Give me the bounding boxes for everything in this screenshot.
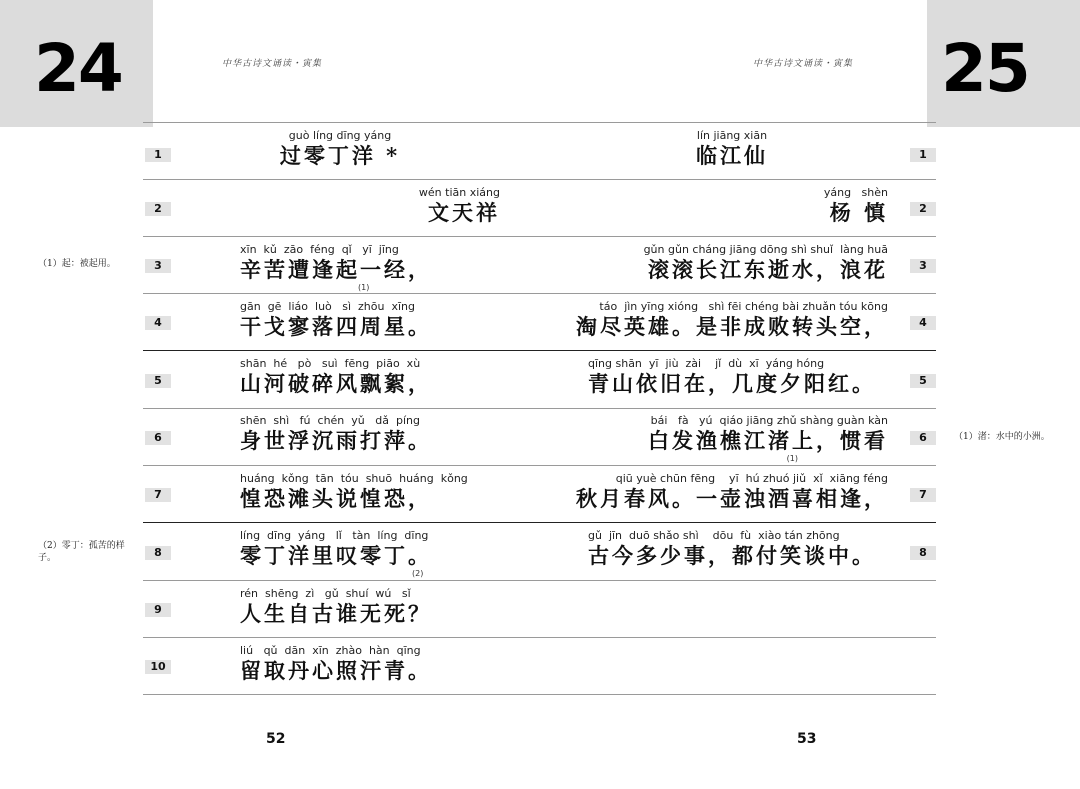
row-divider bbox=[143, 465, 936, 466]
row-divider bbox=[143, 522, 936, 523]
running-head-right: 中华古诗文诵读・寅集 bbox=[753, 59, 854, 69]
hanzi: 白发渔樵江渚上，惯看 bbox=[648, 428, 888, 453]
page-tab-right bbox=[927, 0, 1080, 127]
pinyin: líng dīng yáng lǐ tàn líng dīng bbox=[240, 529, 429, 542]
left-poem-line bbox=[240, 414, 570, 454]
left-poem-line bbox=[240, 357, 570, 397]
footnote-marker: (1) bbox=[358, 283, 370, 292]
hanzi: 惶恐滩头说惶恐， bbox=[240, 486, 432, 511]
pinyin: xīn kǔ zāo féng qǐ yī jīng bbox=[240, 243, 399, 256]
row-divider bbox=[143, 293, 936, 294]
pinyin: gǔn gǔn cháng jiāng dōng shì shuǐ làng huā bbox=[643, 243, 888, 256]
line-number-right: 4 bbox=[910, 316, 936, 330]
row-divider bbox=[143, 122, 936, 123]
right-poem-line bbox=[558, 243, 888, 283]
line-number-right: 7 bbox=[910, 488, 936, 502]
line-number-right: 5 bbox=[910, 374, 936, 388]
left-poem-line bbox=[240, 243, 570, 293]
running-head-left: 中华古诗文诵读・寅集 bbox=[222, 59, 323, 69]
line-number-left: 6 bbox=[145, 431, 171, 445]
pinyin: bái fà yú qiáo jiāng zhǔ shàng guàn kàn bbox=[650, 414, 888, 427]
pinyin: liú qǔ dān xīn zhào hàn qīng bbox=[240, 644, 421, 657]
line-number-right: 2 bbox=[910, 202, 936, 216]
row-divider bbox=[143, 236, 936, 237]
row-divider bbox=[143, 637, 936, 638]
hanzi: 身世浮沉雨打萍。 bbox=[240, 428, 432, 453]
pinyin: lín jiāng xiān bbox=[696, 129, 768, 142]
left-poem-line bbox=[240, 529, 570, 579]
pinyin: huáng kǒng tān tóu shuō huáng kǒng bbox=[240, 472, 468, 485]
footnote-marker: (1) bbox=[786, 454, 798, 463]
right-poem-line bbox=[558, 414, 888, 464]
line-number-left: 7 bbox=[145, 488, 171, 502]
left-poem-line bbox=[240, 472, 570, 512]
line-number-right: 1 bbox=[910, 148, 936, 162]
hanzi: 过零丁洋 * bbox=[279, 143, 401, 168]
row-divider bbox=[143, 179, 936, 180]
right-poem-line bbox=[558, 300, 888, 340]
hanzi: 零丁洋里叹零丁。 bbox=[240, 543, 432, 568]
hanzi: 文天祥 bbox=[428, 200, 500, 225]
line-number-left: 3 bbox=[145, 259, 171, 273]
footnote-left-1: （1）起：被起用。 bbox=[38, 259, 116, 269]
hanzi: 淘尽英雄。是非成败转头空， bbox=[576, 314, 888, 339]
pinyin: gǔ jīn duō shǎo shì dōu fù xiào tán zhōng bbox=[588, 529, 840, 542]
hanzi: 杨 慎 bbox=[829, 200, 888, 225]
line-number-right: 8 bbox=[910, 546, 936, 560]
line-number-left: 4 bbox=[145, 316, 171, 330]
pinyin: rén shēng zì gǔ shuí wú sǐ bbox=[240, 587, 411, 600]
left-poem-author bbox=[300, 186, 500, 226]
right-poem-title bbox=[632, 129, 832, 169]
hanzi: 留取丹心照汗青。 bbox=[240, 658, 432, 683]
footnote-right-1: （1）渚：水中的小洲。 bbox=[954, 432, 1050, 442]
line-number-right: 3 bbox=[910, 259, 936, 273]
hanzi: 人生自古谁无死？ bbox=[240, 601, 432, 626]
pinyin: qiū yuè chūn fēng yī hú zhuó jiǔ xǐ xiāng féng bbox=[615, 472, 888, 485]
hanzi: 干戈寥落四周星。 bbox=[240, 314, 432, 339]
line-number-left: 2 bbox=[145, 202, 171, 216]
lesson-number-right: 25 bbox=[941, 30, 1029, 107]
pinyin: qīng shān yī jiù zài jǐ dù xī yáng hóng bbox=[588, 357, 825, 370]
line-number-left: 5 bbox=[145, 374, 171, 388]
left-poem-line bbox=[240, 587, 570, 627]
pinyin: shān hé pò suì fēng piāo xù bbox=[240, 357, 421, 370]
page-number-right: 53 bbox=[797, 731, 817, 747]
hanzi: 辛苦遭逢起一经， bbox=[240, 257, 432, 282]
line-number-left: 1 bbox=[145, 148, 171, 162]
pinyin: gān gē liáo luò sì zhōu xīng bbox=[240, 300, 415, 313]
hanzi: 滚滚长江东逝水，浪花 bbox=[648, 257, 888, 282]
hanzi: 秋月春风。一壶浊酒喜相逢， bbox=[576, 486, 888, 511]
left-poem-title bbox=[240, 129, 440, 169]
row-divider bbox=[143, 580, 936, 581]
line-number-left: 9 bbox=[145, 603, 171, 617]
right-poem-line bbox=[588, 529, 918, 569]
pinyin: táo jìn yīng xióng shì fēi chéng bài zhuǎn tóu kōng bbox=[599, 300, 888, 313]
pinyin: guò líng dīng yáng bbox=[288, 129, 392, 142]
line-number-right: 6 bbox=[910, 431, 936, 445]
hanzi: 古今多少事，都付笑谈中。 bbox=[588, 543, 876, 568]
hanzi: 临江仙 bbox=[696, 143, 768, 168]
right-poem-line bbox=[558, 472, 888, 512]
page-number-left: 52 bbox=[266, 731, 286, 747]
row-divider bbox=[143, 694, 936, 695]
pinyin: shēn shì fú chén yǔ dǎ píng bbox=[240, 414, 420, 427]
line-number-left: 10 bbox=[145, 660, 171, 674]
lesson-number-left: 24 bbox=[34, 30, 122, 107]
footnote-left-2: （2）零丁：孤苦的样子。 bbox=[38, 541, 125, 563]
footnote-marker: (2) bbox=[412, 569, 424, 578]
row-divider bbox=[143, 350, 936, 351]
hanzi: 青山依旧在，几度夕阳红。 bbox=[588, 371, 876, 396]
hanzi: 山河破碎风飘絮， bbox=[240, 371, 432, 396]
left-poem-line bbox=[240, 300, 570, 340]
line-number-left: 8 bbox=[145, 546, 171, 560]
pinyin: yáng shèn bbox=[823, 186, 888, 199]
right-poem-line bbox=[588, 357, 918, 397]
right-poem-author bbox=[688, 186, 888, 226]
left-poem-line bbox=[240, 644, 570, 684]
pinyin: wén tiān xiáng bbox=[418, 186, 500, 199]
row-divider bbox=[143, 408, 936, 409]
page-tab-left bbox=[0, 0, 153, 127]
